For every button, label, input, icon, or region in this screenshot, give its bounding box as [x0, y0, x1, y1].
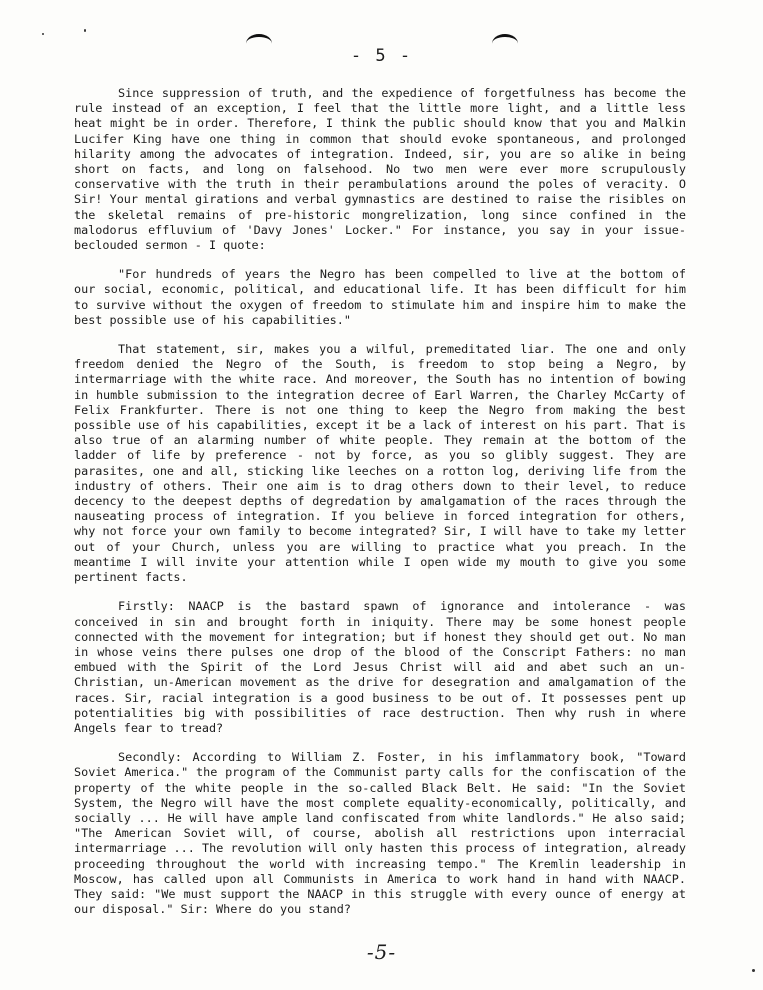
page-number-bottom: -5-: [366, 940, 397, 964]
letter-body: [74, 86, 686, 931]
paragraph-firstly: Firstly: NAACP is the bastard spawn of ignorance and intolerance - was conceived in sin and brought forth in iniquity. There may be some honest people connected with the movement for integration; but if honest they should get out. No man in whose veins there pulses one drop of the blood of the Conscript Fathers: no man embued with the Spirit of the Lord Jesus Christ will aid and abet such an un-Christian, un-American movement as the drive for desegration and amalgamation of the races. Sir, racial integration is a good business to be out of. It possesses pent up potentialities big with possibilities of race destruction. Then why rush in where Angels fear to tread?: [74, 599, 686, 735]
paragraph-rebuttal: That statement, sir, makes you a wilful, premeditated liar. The one and only freedom denied the Negro of the South, is freedom to stop being a Negro, by intermarriage with the white race. And moreover, the South has no intention of bowing in humble submission to the integration decree of Earl Warren, the Charley McCarty of Felix Frankfurter. There is not one thing to keep the Negro from making the best possible use of his capabilities, except it be a lack of interest on his part. That is also true of an alarming number of white people. They remain at the bottom of the ladder of life by preference - not by force, as you so glibly suggest. They are parasites, one and all, sticking like leeches on a rotton log, deriving life from the industry of others. Their one aim is to drag others down to their level, to reduce decency to the deepest depths of degredation by amalgamation of the races through the nauseating process of integration. If you believe in forced integration for others, why not force your own family to become integrated? Sir, I will have to take my letter out of your Church, unless you are willing to practice what you preach. In the meantime I will invite your attention while I open wide my mouth to give you some pertinent facts.: [74, 342, 686, 585]
paragraph-quote: "For hundreds of years the Negro has been compelled to live at the bottom of our social, economic, political, and educational life. It has been difficult for him to survive without the oxygen of freedom to stimulate him and inspire him to make the best possible use of his capabilities.": [74, 267, 686, 327]
ink-speck: [84, 29, 86, 32]
paragraph-secondly: Secondly: According to William Z. Foster, in his imflammatory book, "Toward Soviet America." the program of the Communist party calls for the confiscation of the property of the white people in the so-called Black Belt. He said: "In the Soviet System, the Negro will have the most complete equality-economically, politically, and socially ... He will have ample land confiscated from white landlords." He also said; "The American Soviet will, of course, abolish all restrictions upon interracial intermarriage ... The revolution will only hasten this process of integration, already proceeding throughout the world with increasing tempo." The Kremlin leadership in Moscow, has called upon all Communists in America to work hand in hand with NAACP. They said: "We must support the NAACP in this struggle with every ounce of energy at our disposal." Sir: Where do you stand?: [74, 750, 686, 917]
ink-speck: [752, 969, 755, 972]
ink-speck: [42, 33, 44, 35]
paragraph-intro: Since suppression of truth, and the expedience of forgetfulness has become the rule instead of an exception, I feel that the little more light, and a little less heat might be in order. Therefore, I think the public should know that you and Malkin Lucifer King have one thing in common that should evoke spontaneous, and prolonged hilarity among the advocates of integration. Indeed, sir, you are so alike in being short on facts, and long on falsehood. No two men were ever more scrupulously conservative with the truth in their perambulations around the poles of veracity. O Sir! Your mental girations and verbal gymnastics are destined to raise the risibles on the skeletal remains of pre-historic mongrelization, long since confined in the malodorus effluvium of 'Davy Jones' Locker." For instance, you say in your issue-beclouded sermon - I quote:: [74, 86, 686, 253]
page-number-top: - 5 -: [350, 46, 413, 66]
